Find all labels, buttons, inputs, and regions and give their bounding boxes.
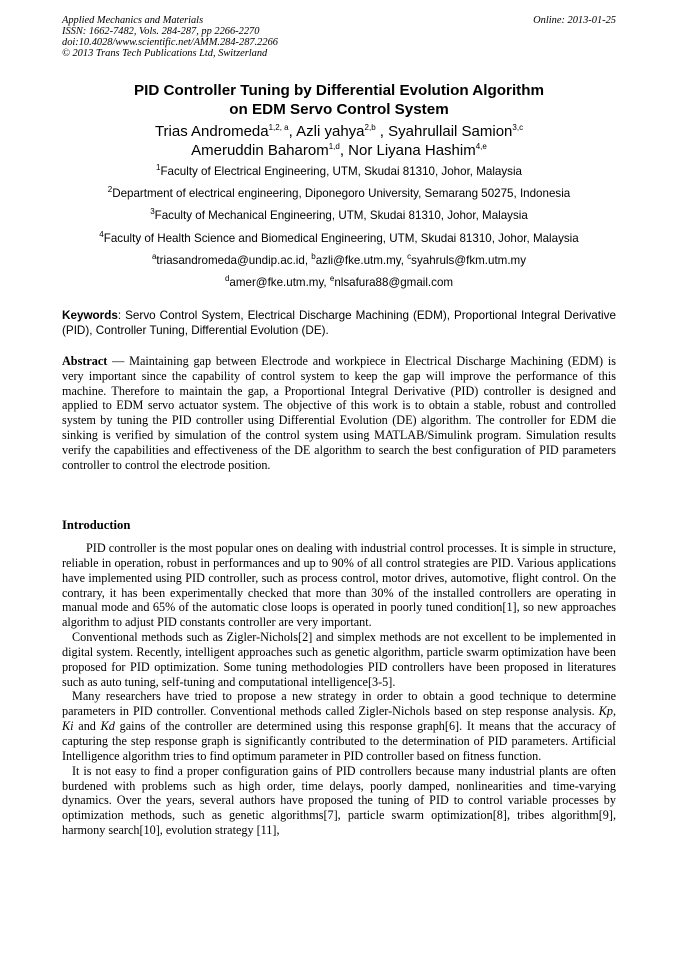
journal-header [62,15,616,59]
abstract-paragraph [62,354,616,472]
author-affiliation-mark: 4,e [475,142,487,151]
affiliation-mark: 3 [150,207,155,217]
paragraph-3-text: gains of the controller are determined using this response graph[6]. It means that the accuracy of capturing the step response graph is significantly contributed to the determination of PID parameters. Artificial Intelligence algorithm tries to find optimum parameter in PID controller based on fitness function. [62,719,616,763]
keywords-text: : Servo Control System, Electrical Discharge Machining (EDM), Proportional Integral Derivative (PID), Controller Tuning, Differential Evolution (DE). [62,309,616,337]
author-name: Nor Liyana Hashim [348,142,476,159]
email-line-2 [62,276,616,290]
issn-line: ISSN: 1662-7482, Vols. 284-287, pp 2266-2270 [62,26,260,37]
author-name: Azli yahya [296,123,365,140]
author-separator: , [288,123,297,140]
email-mark: a [151,251,157,261]
email-mark: b [311,251,316,261]
author-name: Ameruddin Baharom [191,142,329,159]
affiliation-3 [62,209,616,223]
affiliation-text: Faculty of Electrical Engineering, UTM, Skudai 81310, Johor, Malaysia [160,165,522,178]
affiliations-block [62,165,616,298]
author-line-2 [62,141,616,160]
author-list [62,122,616,160]
author-affiliation-mark: 1,d [328,142,340,151]
affiliation-2 [62,187,616,201]
paragraph-3-text: Many researchers have tried to propose a new strategy in order to obtain a good technique to determine parameters in PID controller. Conventional methods called Zigler-Nichols based on step response analysis. [62,689,616,719]
keywords-label: Keywords [62,309,118,322]
email-address: azli@fke.utm.my, [315,253,408,267]
email-address: syahruls@fkm.utm.my [411,253,527,267]
title-line-1: PID Controller Tuning by Differential Evolution Algorithm [133,82,545,99]
separator: and [73,719,101,734]
introduction-heading: Introduction [62,518,131,532]
author-separator: , [339,142,349,159]
affiliation-4 [62,229,616,246]
abstract-label: Abstract [62,354,108,368]
paragraph-1: PID controller is the most popular ones on dealing with industrial control processes. It is simple in structure, reliable in operation, robust in performances and up to 90% of all control strategies are PID. Various applications have implemented using PID controller, such as process control, motor drives, automotive, flight control. On the contrary, it has been experimentally checked that more than 30% of the installed controllers are operating in manual mode and 65% of the automatic close loops is operated in poorly tuned condition[1], so new approaches algorithm to adjust PID constants controller are very important. [62,541,616,630]
journal-name: Applied Mechanics and Materials [62,15,204,26]
author-affiliation-mark: 3,c [512,123,524,132]
affiliation-text: Department of electrical engineering, Diponegoro University, Semarang 50275, Indonesia [112,187,571,201]
author-line-1 [62,122,616,141]
online-date: Online: 2013-01-25 [533,15,616,26]
paragraph-4: It is not easy to find a proper configuration gains of PID controllers because many industrial plants are often burdened with problems such as high order, time delays, poorly damped, nonlinearities and time-varying dynamics. Over the years, several authors have proposed the tuning of PID to control variable processes by optimization methods, such as genetic algorithms[7], particle swarm optimization[8], tribes algorithm[9], harmony search[10], evolution strategy [11], [62,763,616,838]
email-mark: c [407,251,412,261]
affiliation-mark: 1 [156,163,161,173]
title-line-2: on EDM Servo Control System [229,101,449,118]
author-affiliation-mark: 1,2, a [268,123,289,132]
abstract-text: — Maintaining gap between Electrode and workpiece in Electrical Discharge Machining (EDM) is very important since the capability of control system to keep the gap will improve the performance of this machine. Therefore to maintain the gap, a Proportional Integral Derivative (PID) controller is designed and applied to EDM servo actuator system. The objective of this work is to obtain a stable, robust and controlled system by tuning the PID controller using Differential Evolution (DE) algorithm. The controller for EDM die sinking is verified by simulation of the control system using MATLAB/Simulink program. Simulation results verify the capabilities and effectiveness of the DE algorithm to search the best configuration of PID parameters controller to control the electrode position. [62,354,616,472]
paragraph-3 [62,689,616,763]
doi-line: doi:10.4028/www.scientific.net/AMM.284-287.2266 [62,37,278,48]
author-separator: , [375,123,389,140]
introduction-body [62,541,616,838]
email-address: nlsafura88@gmail.com [334,275,454,289]
affiliation-mark: 2 [107,185,113,195]
email-address: triasandromeda@undip.ac.id, [156,253,312,267]
copyright-line: © 2013 Trans Tech Publications Ltd, Switzerland [62,48,268,59]
email-mark: d [224,274,230,284]
author-name: Trias Andromeda [154,123,269,140]
paper-title [62,81,616,119]
email-line-1 [62,251,616,268]
affiliation-mark: 4 [99,229,104,239]
paragraph-2: Conventional methods such as Zigler-Nichols[2] and simplex methods are not excellent to be implemented in digital system. Recently, intelligent approaches such as genetic algorithm, particle swarm optimization have been proposed for PID optimization. Some tuning methodologies PID controllers have been proposed in literatures such as auto tuning, self-tuning and computational intelligence[3-5]. [62,630,616,689]
email-address: amer@fke.utm.my, [229,275,330,289]
affiliation-text: Faculty of Health Science and Biomedical Engineering, UTM, Skudai 81310, Johor, Malaysia [103,231,579,245]
email-mark: e [329,274,335,284]
keywords-paragraph [62,309,616,339]
ki-symbol: Ki [62,719,74,734]
kp-symbol: Kp [598,704,613,719]
affiliation-text: Faculty of Mechanical Engineering, UTM, Skudai 81310, Johor, Malaysia [154,209,528,223]
affiliation-1 [62,165,616,179]
author-affiliation-mark: 2,b [364,123,376,132]
author-name: Syahrullail Samion [388,123,513,140]
separator: , [612,704,616,719]
kd-symbol: Kd [100,719,115,734]
